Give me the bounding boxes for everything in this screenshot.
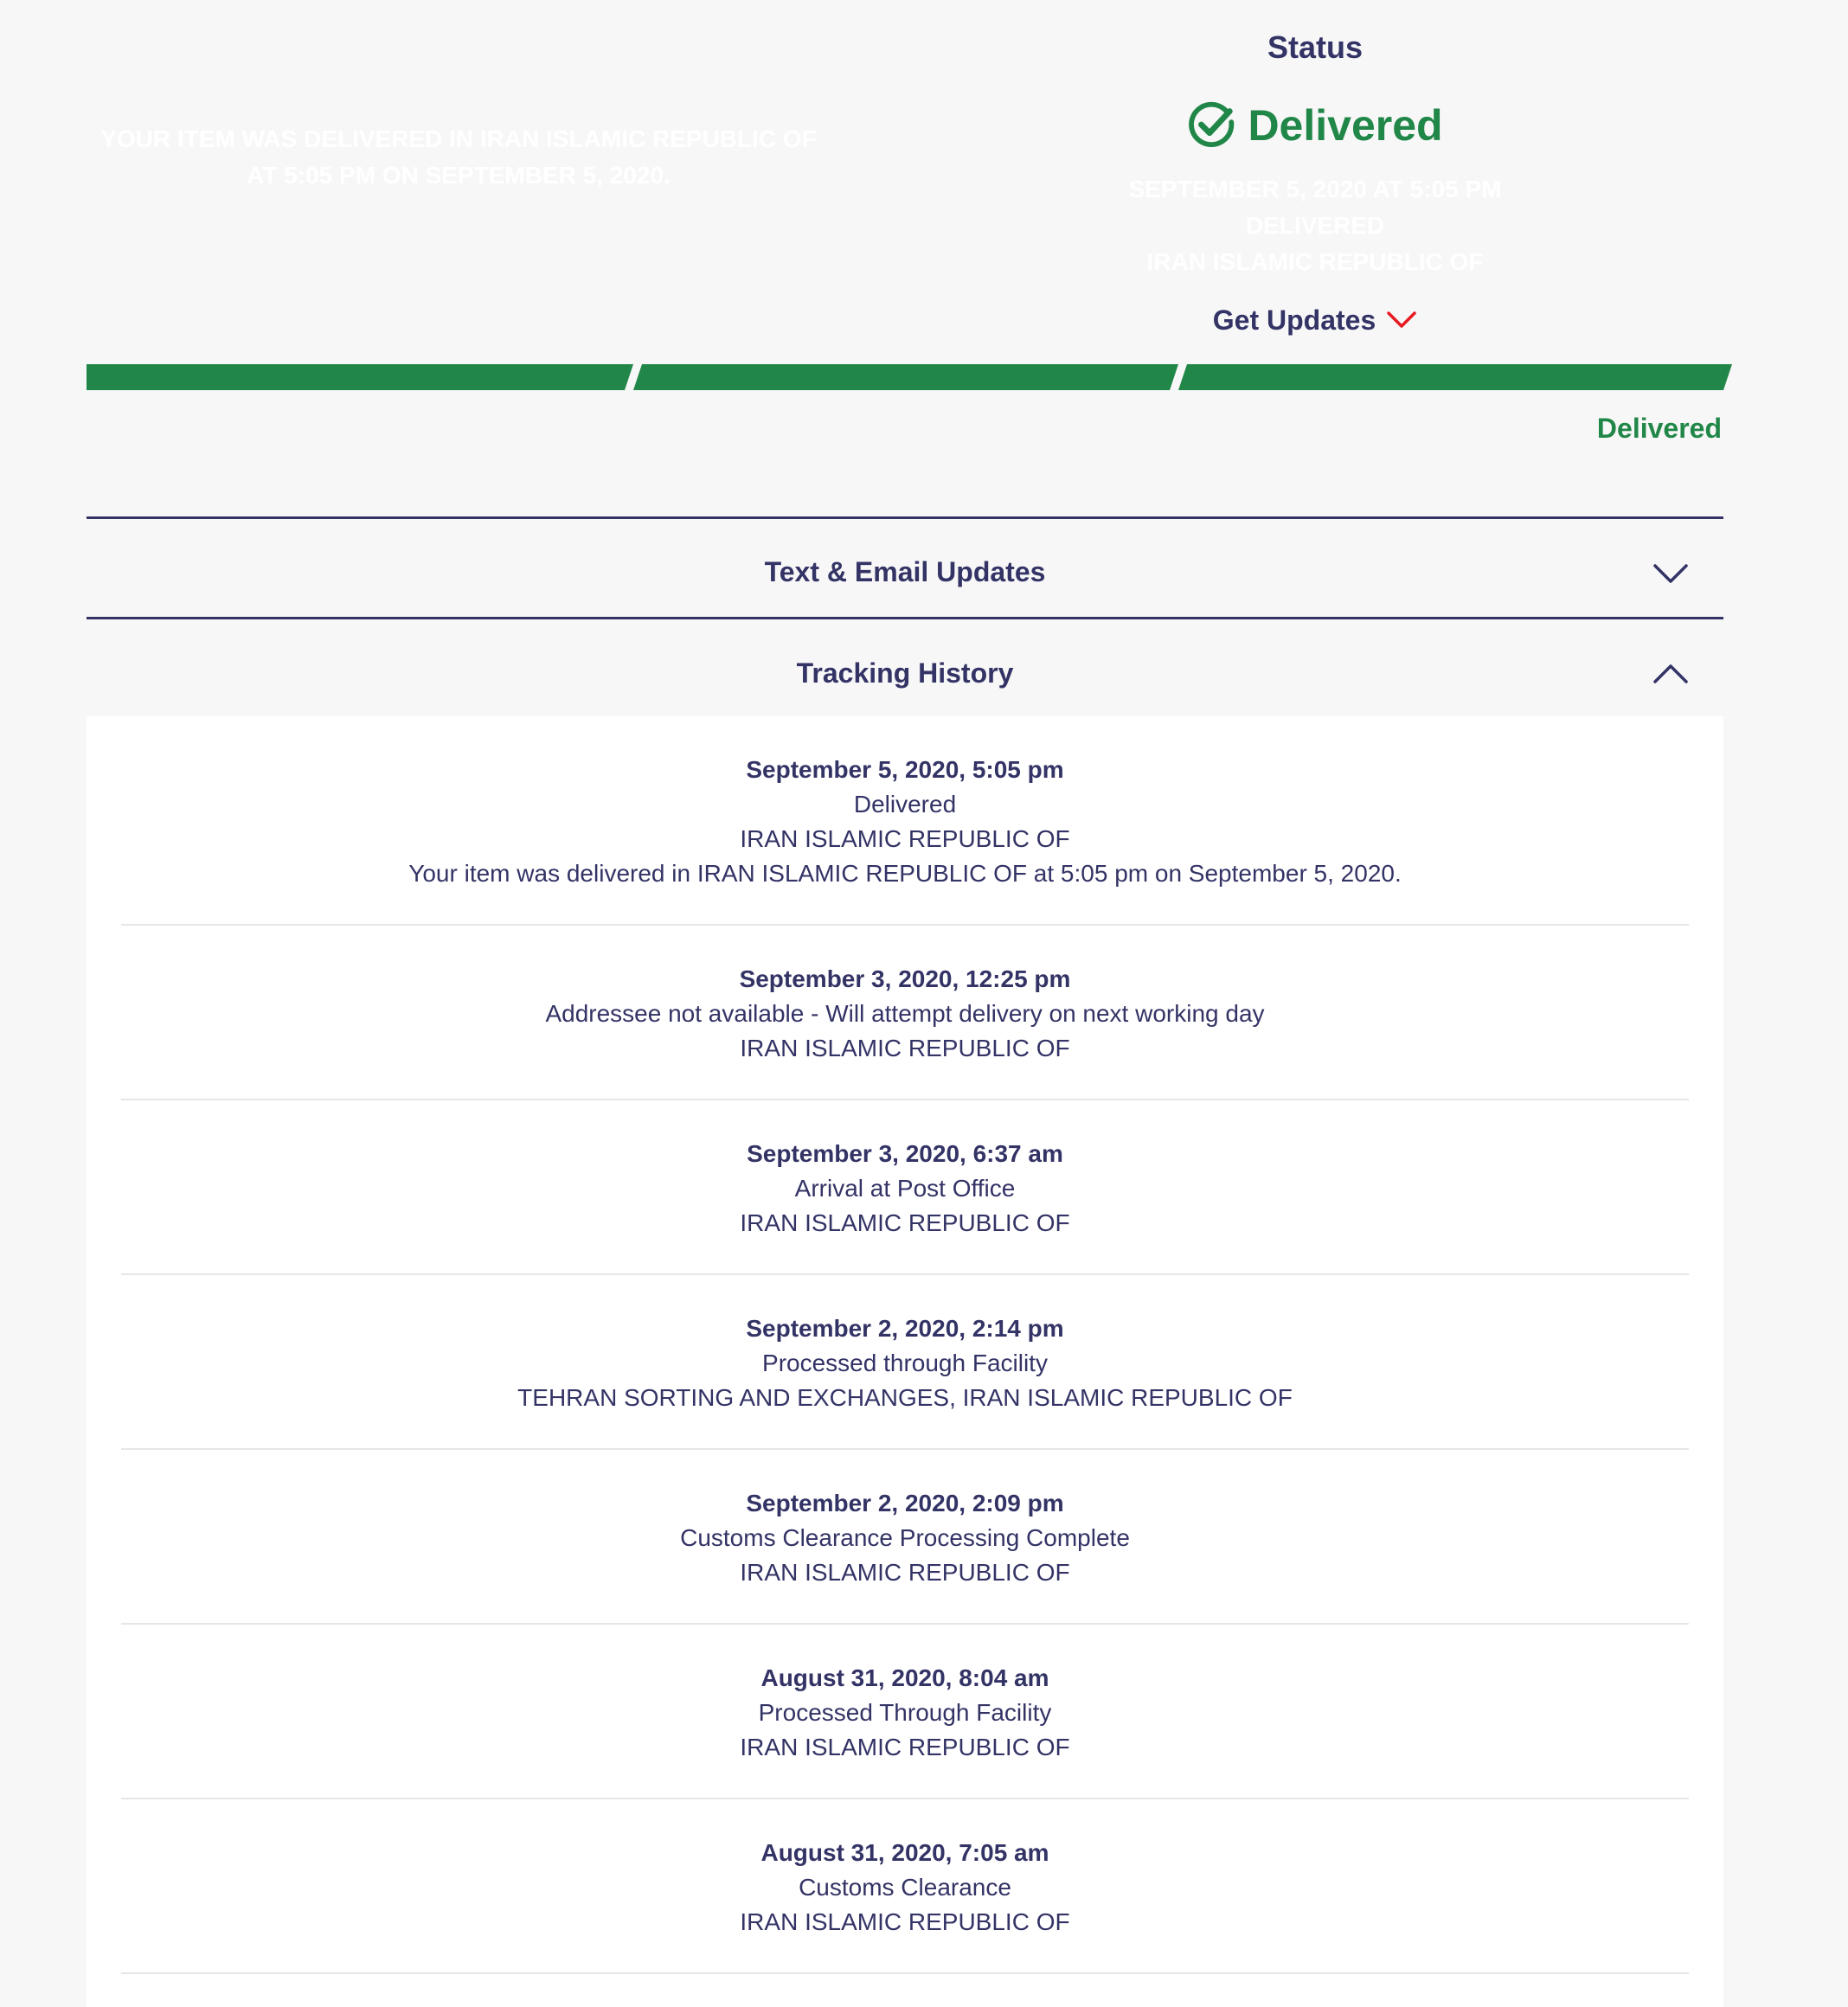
- tracking-history-title: Tracking History: [796, 657, 1014, 689]
- event-location: IRAN ISLAMIC REPUBLIC OF: [740, 825, 1070, 852]
- progress-bar: [87, 364, 1732, 390]
- history-event: [121, 1450, 1689, 1625]
- status-detail-date: SEPTEMBER 5, 2020 AT 5:05 PM: [1128, 176, 1502, 202]
- get-updates-button[interactable]: [1213, 301, 1417, 339]
- history-event: [121, 1625, 1689, 1799]
- history-event: [121, 926, 1689, 1100]
- tracking-history-accordion[interactable]: [87, 617, 1723, 716]
- chevron-down-icon: [1386, 311, 1417, 330]
- event-note: Your item was delivered in IRAN ISLAMIC REPUBLIC OF at 5:05 pm on September 5, 2020.: [408, 860, 1402, 887]
- event-location: IRAN ISLAMIC REPUBLIC OF: [740, 1908, 1070, 1935]
- event-date: September 3, 2020, 6:37 am: [747, 1140, 1063, 1167]
- event-status: Customs Clearance: [799, 1874, 1011, 1901]
- check-circle-icon: [1187, 100, 1237, 151]
- text-email-updates-accordion[interactable]: [87, 516, 1723, 618]
- event-date: September 2, 2020, 2:09 pm: [746, 1490, 1064, 1516]
- progress-label: Delivered: [1596, 413, 1722, 444]
- status-value-label: Delivered: [1248, 101, 1443, 150]
- event-location: IRAN ISLAMIC REPUBLIC OF: [740, 1734, 1070, 1760]
- progress-segment-1: [87, 364, 633, 390]
- status-detail-event: DELIVERED: [1245, 212, 1385, 239]
- progress-segment-3: [1178, 364, 1732, 390]
- event-date: August 31, 2020, 7:05 am: [760, 1839, 1049, 1866]
- event-location: IRAN ISLAMIC REPUBLIC OF: [740, 1035, 1070, 1061]
- progress-bar-graphic: [87, 364, 1732, 390]
- history-event: [121, 1275, 1689, 1450]
- history-event: [121, 1799, 1689, 1974]
- event-date: August 31, 2020, 8:04 am: [760, 1664, 1049, 1691]
- status-heading: Status: [1267, 29, 1364, 65]
- event-status: Processed through Facility: [762, 1350, 1048, 1376]
- event-location: IRAN ISLAMIC REPUBLIC OF: [740, 1209, 1070, 1236]
- status-detail-location: IRAN ISLAMIC REPUBLIC OF: [1146, 248, 1484, 275]
- history-event: [121, 1100, 1689, 1275]
- progress-segment-2: [633, 364, 1178, 390]
- delivery-summary-line-2: AT 5:05 PM ON SEPTEMBER 5, 2020.: [247, 162, 671, 189]
- tracking-history-list: [87, 716, 1723, 2007]
- status-detail: [1021, 171, 1609, 280]
- delivery-summary-line-1: YOUR ITEM WAS DELIVERED IN IRAN ISLAMIC REPUBLIC OF: [100, 125, 817, 152]
- event-status: Processed Through Facility: [758, 1699, 1052, 1726]
- chevron-up-icon[interactable]: [1652, 663, 1689, 685]
- event-status: Delivered: [853, 791, 957, 818]
- event-date: September 3, 2020, 12:25 pm: [739, 965, 1071, 992]
- get-updates-label: Get Updates: [1212, 305, 1376, 336]
- history-event: [121, 716, 1689, 926]
- event-status: Arrival at Post Office: [794, 1175, 1016, 1202]
- text-email-updates-title: Text & Email Updates: [764, 556, 1046, 587]
- chevron-down-icon[interactable]: [1652, 562, 1689, 585]
- event-status: Addressee not available - Will attempt delivery on next working day: [545, 1000, 1265, 1027]
- event-status: Customs Clearance Processing Complete: [680, 1524, 1130, 1551]
- status-value: [1021, 99, 1609, 152]
- delivery-summary-banner: [87, 121, 831, 194]
- event-date: September 5, 2020, 5:05 pm: [746, 756, 1064, 783]
- event-location: TEHRAN SORTING AND EXCHANGES, IRAN ISLAMIC REPUBLIC OF: [517, 1384, 1293, 1411]
- event-date: September 2, 2020, 2:14 pm: [746, 1315, 1064, 1342]
- status-panel: [1021, 26, 1609, 339]
- event-location: IRAN ISLAMIC REPUBLIC OF: [740, 1559, 1070, 1586]
